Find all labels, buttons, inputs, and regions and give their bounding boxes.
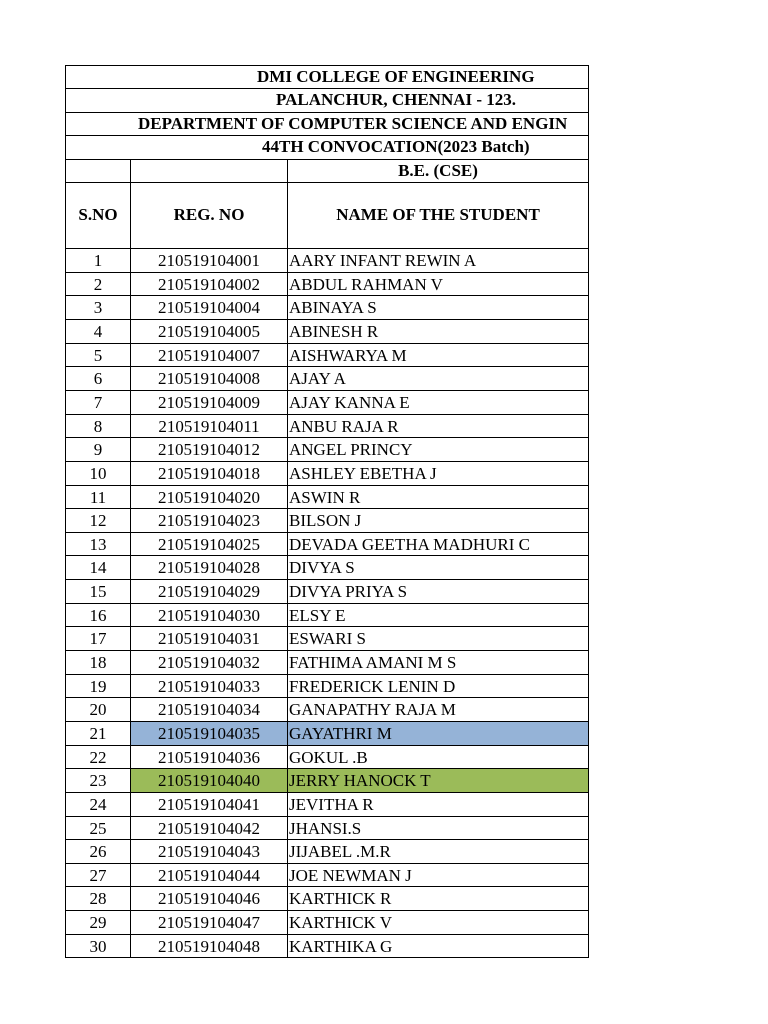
student-name-cell: JERRY HANOCK T: [287, 768, 589, 792]
table-row: [65, 839, 589, 863]
sno-cell: 28: [65, 886, 130, 910]
sno-cell: 20: [65, 697, 130, 721]
student-name-cell: ELSY E: [287, 603, 589, 627]
table-row: [65, 626, 589, 650]
reg-no-cell: 210519104030: [130, 603, 287, 627]
column-header-row: [65, 182, 589, 248]
table-row: [65, 697, 589, 721]
sno-cell: 5: [65, 343, 130, 367]
sno-cell: 13: [65, 532, 130, 556]
reg-no-cell: 210519104041: [130, 792, 287, 816]
header-sno: S.NO: [65, 182, 130, 248]
reg-no-cell: 210519104043: [130, 839, 287, 863]
reg-no-cell: 210519104007: [130, 343, 287, 367]
table-row: [65, 745, 589, 769]
reg-no-cell: 210519104023: [130, 508, 287, 532]
student-name-cell: FATHIMA AMANI M S: [287, 650, 589, 674]
student-name-cell: ANBU RAJA R: [287, 414, 589, 438]
sno-cell: 17: [65, 626, 130, 650]
reg-no-cell: 210519104020: [130, 485, 287, 509]
convocation-row: [65, 135, 589, 158]
sno-cell: 22: [65, 745, 130, 769]
sno-cell: 29: [65, 910, 130, 934]
reg-no-cell: 210519104042: [130, 816, 287, 840]
reg-no-cell: 210519104035: [130, 721, 287, 745]
sno-cell: 26: [65, 839, 130, 863]
sno-cell: 21: [65, 721, 130, 745]
table-row: [65, 319, 589, 343]
sno-cell: 6: [65, 366, 130, 390]
sno-cell: 24: [65, 792, 130, 816]
student-name-cell: AARY INFANT REWIN A: [287, 248, 589, 272]
reg-no-cell: 210519104012: [130, 437, 287, 461]
table-row: [65, 863, 589, 887]
reg-no-cell: 210519104029: [130, 579, 287, 603]
sno-cell: 12: [65, 508, 130, 532]
sno-cell: 9: [65, 437, 130, 461]
sno-cell: 7: [65, 390, 130, 414]
reg-no-cell: 210519104036: [130, 745, 287, 769]
student-name-cell: DIVYA S: [287, 555, 589, 579]
table-row: [65, 485, 589, 509]
student-name-cell: KARTHIKA G: [287, 934, 589, 958]
student-name-cell: JHANSI.S: [287, 816, 589, 840]
student-name-cell: ESWARI S: [287, 626, 589, 650]
student-name-cell: FREDERICK LENIN D: [287, 674, 589, 698]
student-name-cell: ASWIN R: [287, 485, 589, 509]
sno-cell: 25: [65, 816, 130, 840]
table-row: [65, 248, 589, 272]
table-row: [65, 343, 589, 367]
table-row: [65, 603, 589, 627]
table-bottom-border: [65, 957, 589, 958]
sno-cell: 16: [65, 603, 130, 627]
header-reg-no: REG. NO: [130, 182, 287, 248]
student-name-cell: ASHLEY EBETHA J: [287, 461, 589, 485]
table-row: [65, 721, 589, 745]
student-name-cell: BILSON J: [287, 508, 589, 532]
table-row: [65, 768, 589, 792]
student-name-cell: ANGEL PRINCY: [287, 437, 589, 461]
table-row: [65, 508, 589, 532]
table-row: [65, 886, 589, 910]
table-row: [65, 295, 589, 319]
reg-no-cell: 210519104008: [130, 366, 287, 390]
table-row: [65, 390, 589, 414]
reg-no-cell: 210519104047: [130, 910, 287, 934]
table-row: [65, 272, 589, 296]
student-name-cell: ABDUL RAHMAN V: [287, 272, 589, 296]
student-name-cell: DEVADA GEETHA MADHURI C: [287, 532, 589, 556]
student-name-cell: ABINAYA S: [287, 295, 589, 319]
reg-no-cell: 210519104009: [130, 390, 287, 414]
reg-no-cell: 210519104004: [130, 295, 287, 319]
sno-cell: 1: [65, 248, 130, 272]
student-name-cell: JIJABEL .M.R: [287, 839, 589, 863]
student-name-cell: DIVYA PRIYA S: [287, 579, 589, 603]
sno-cell: 18: [65, 650, 130, 674]
reg-no-cell: 210519104028: [130, 555, 287, 579]
address-row: [65, 88, 589, 111]
sno-cell: 19: [65, 674, 130, 698]
table-row: [65, 934, 589, 958]
student-name-cell: GAYATHRI M: [287, 721, 589, 745]
table-row: [65, 461, 589, 485]
sno-cell: 14: [65, 555, 130, 579]
sno-cell: 2: [65, 272, 130, 296]
table-row: [65, 579, 589, 603]
reg-no-cell: 210519104044: [130, 863, 287, 887]
reg-no-cell: 210519104046: [130, 886, 287, 910]
blank-cell: [65, 159, 130, 183]
reg-no-cell: 210519104031: [130, 626, 287, 650]
student-name-cell: AISHWARYA M: [287, 343, 589, 367]
reg-no-cell: 210519104032: [130, 650, 287, 674]
sno-cell: 10: [65, 461, 130, 485]
table-row: [65, 414, 589, 438]
student-name-cell: KARTHICK V: [287, 910, 589, 934]
reg-no-cell: 210519104011: [130, 414, 287, 438]
sno-cell: 15: [65, 579, 130, 603]
student-name-cell: KARTHICK R: [287, 886, 589, 910]
student-rows: [65, 248, 589, 957]
table-row: [65, 650, 589, 674]
student-name-cell: AJAY KANNA E: [287, 390, 589, 414]
student-name-cell: JOE NEWMAN J: [287, 863, 589, 887]
reg-no-cell: 210519104005: [130, 319, 287, 343]
table-row: [65, 910, 589, 934]
table-row: [65, 555, 589, 579]
convocation-sheet: [65, 65, 589, 958]
sno-cell: 11: [65, 485, 130, 509]
table-row: [65, 816, 589, 840]
table-row: [65, 792, 589, 816]
student-name-cell: GOKUL .B: [287, 745, 589, 769]
reg-no-cell: 210519104034: [130, 697, 287, 721]
header-student-name: NAME OF THE STUDENT: [287, 182, 589, 248]
student-name-cell: ABINESH R: [287, 319, 589, 343]
table-row: [65, 674, 589, 698]
reg-no-cell: 210519104040: [130, 768, 287, 792]
student-name-cell: GANAPATHY RAJA M: [287, 697, 589, 721]
reg-no-cell: 210519104002: [130, 272, 287, 296]
table-row: [65, 532, 589, 556]
college-address: PALANCHUR, CHENNAI - 123.: [276, 90, 517, 110]
reg-no-cell: 210519104018: [130, 461, 287, 485]
sno-cell: 8: [65, 414, 130, 438]
college-title-row: [65, 65, 589, 88]
reg-no-cell: 210519104033: [130, 674, 287, 698]
blank-cell: [130, 159, 287, 183]
sno-cell: 27: [65, 863, 130, 887]
table-row: [65, 366, 589, 390]
student-name-cell: JEVITHA R: [287, 792, 589, 816]
reg-no-cell: 210519104025: [130, 532, 287, 556]
department-row: [65, 112, 589, 135]
reg-no-cell: 210519104048: [130, 934, 287, 958]
sno-cell: 30: [65, 934, 130, 958]
sno-cell: 4: [65, 319, 130, 343]
sno-cell: 23: [65, 768, 130, 792]
student-name-cell: AJAY A: [287, 366, 589, 390]
program-label: B.E. (CSE): [287, 159, 589, 183]
department-title: DEPARTMENT OF COMPUTER SCIENCE AND ENGIN: [138, 113, 568, 133]
college-title: DMI COLLEGE OF ENGINEERING: [257, 67, 535, 86]
table-row: [65, 437, 589, 461]
sno-cell: 3: [65, 295, 130, 319]
reg-no-cell: 210519104001: [130, 248, 287, 272]
convocation-title: 44TH CONVOCATION(2023 Batch): [262, 137, 530, 157]
program-row: [65, 159, 589, 183]
